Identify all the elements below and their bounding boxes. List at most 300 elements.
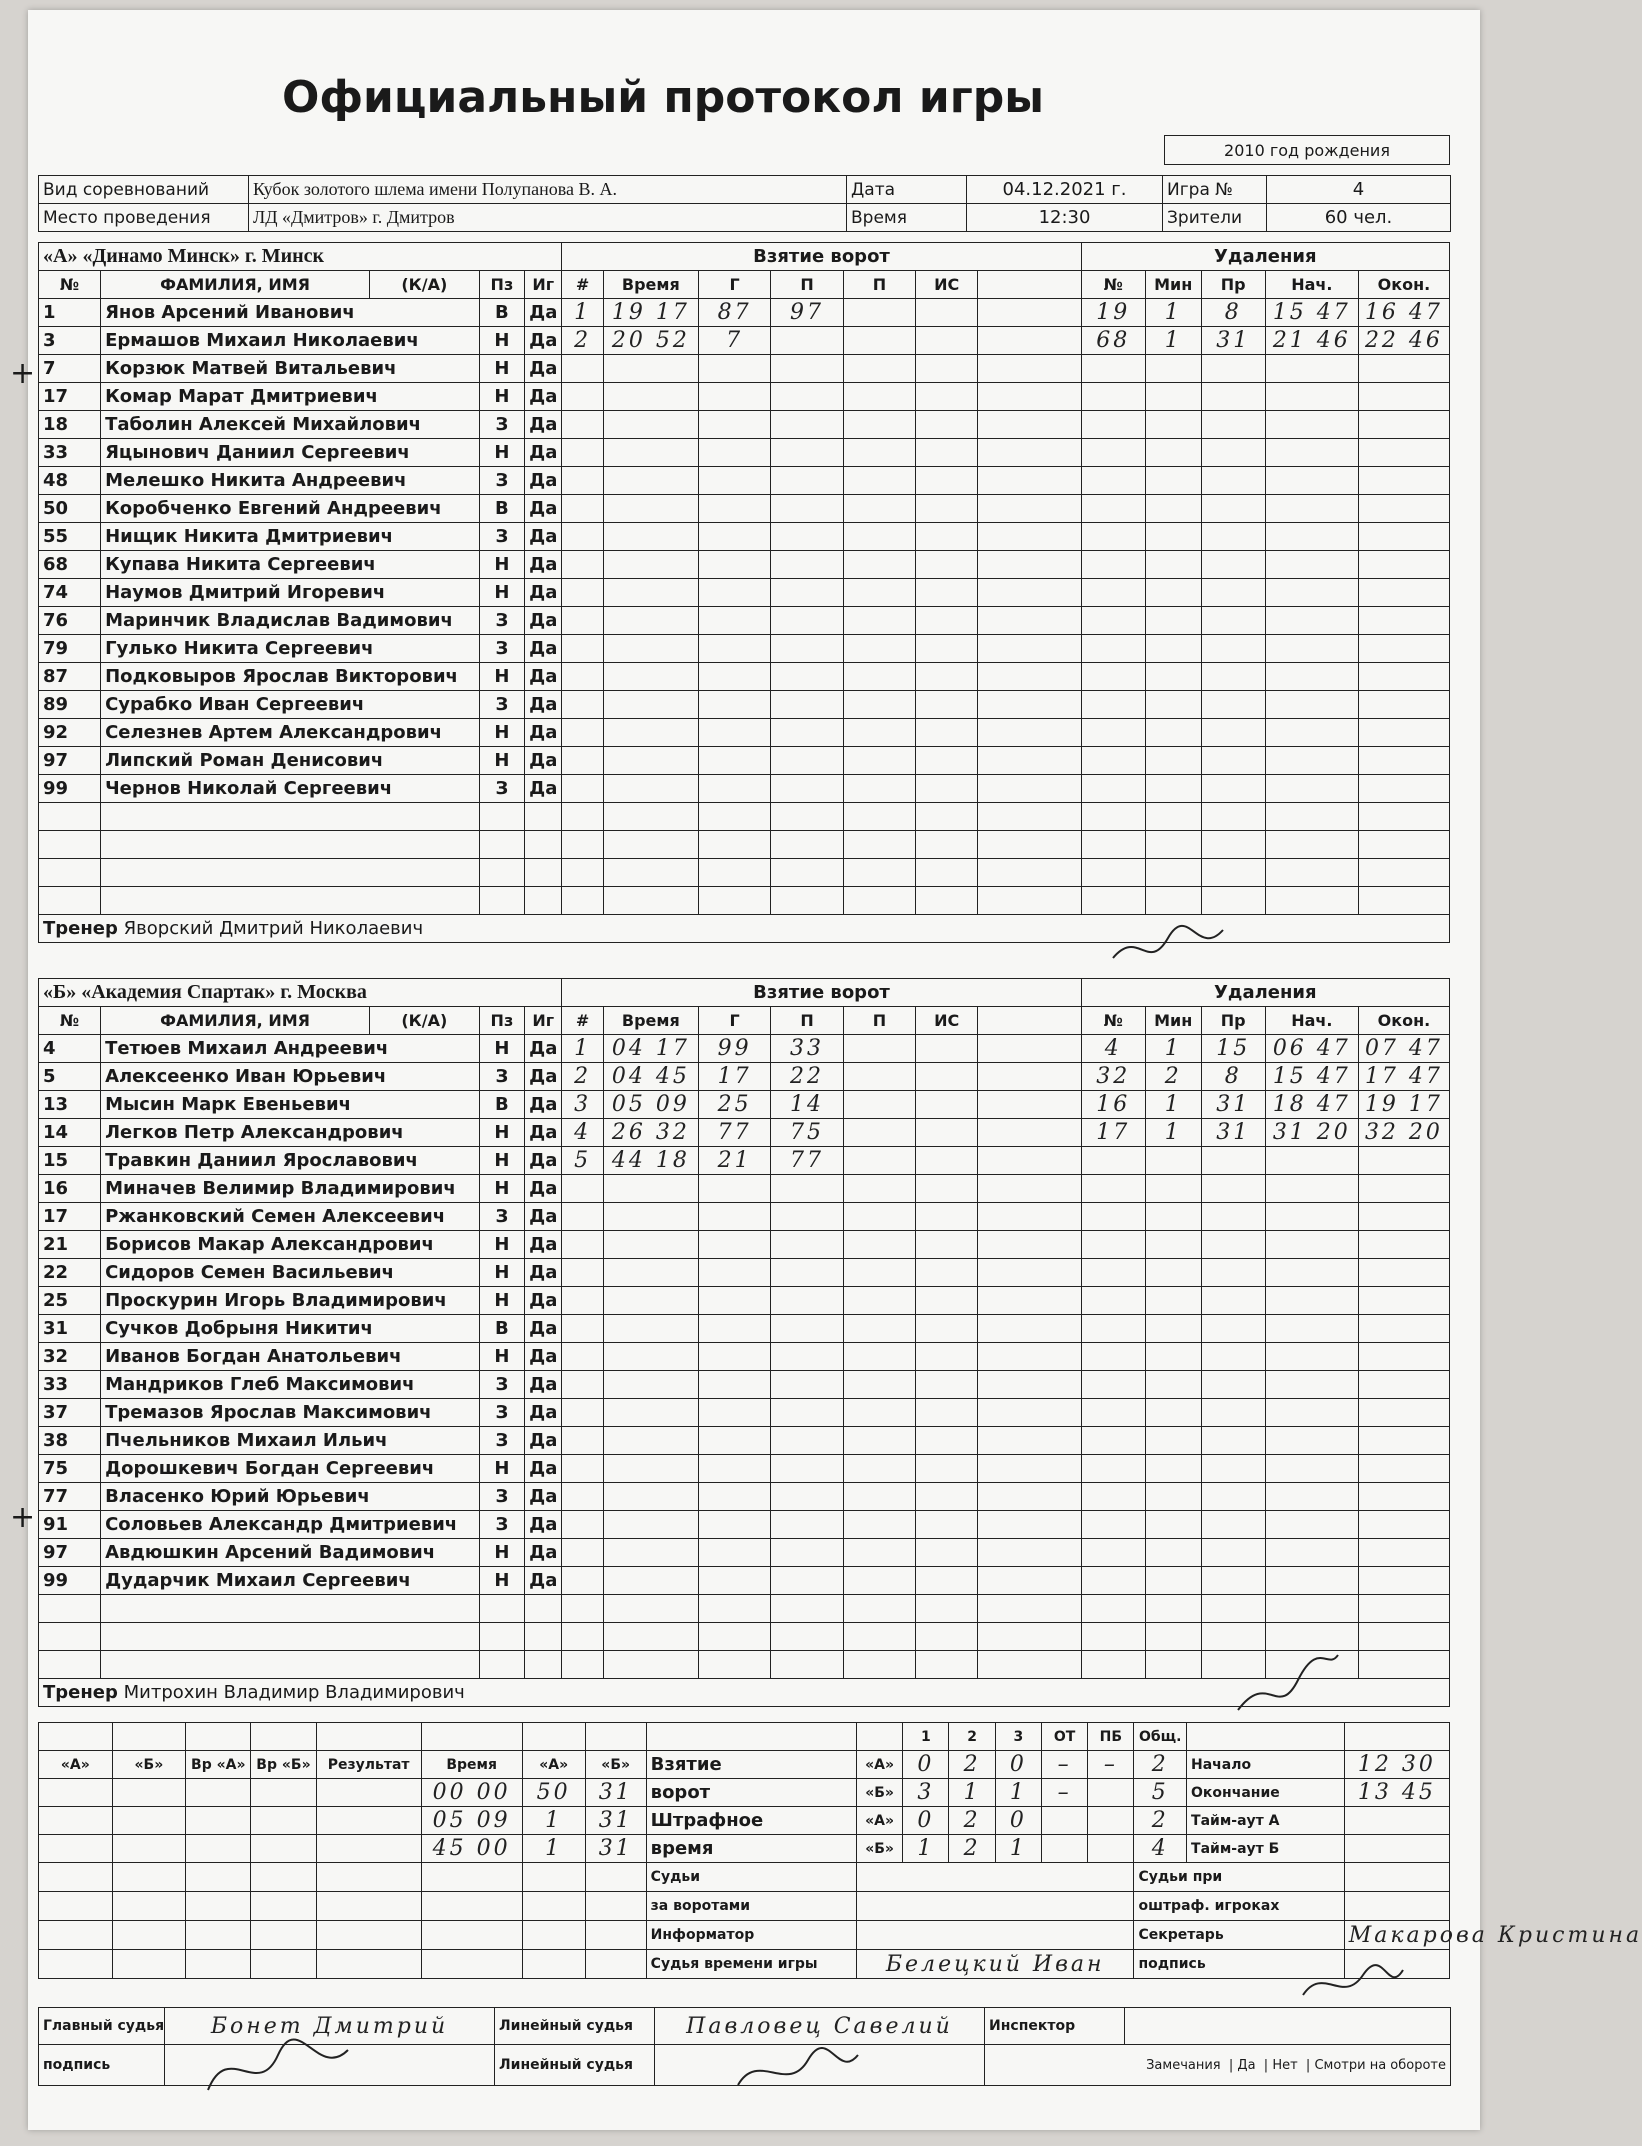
goal-n <box>562 439 603 467</box>
penalty-start <box>1265 1315 1358 1343</box>
penalty-no <box>1081 495 1145 523</box>
penalty-start: 18 47 <box>1265 1091 1358 1119</box>
sum-b: «Б» <box>585 1751 646 1779</box>
goal-g <box>698 635 770 663</box>
goal-spacer <box>978 467 1081 495</box>
goal-is <box>916 439 978 467</box>
goal-a2 <box>843 411 915 439</box>
goal-n <box>562 411 603 439</box>
summary-blank <box>585 1921 646 1950</box>
gk-b: 31 <box>585 1779 646 1807</box>
penalty-start <box>1265 859 1358 887</box>
goal-a1 <box>771 327 843 355</box>
player-position: З <box>479 1371 525 1399</box>
informer-label: Информатор <box>646 1921 856 1950</box>
goal-a1 <box>771 1203 843 1231</box>
penalty-start <box>1265 579 1358 607</box>
venue-label: Место проведения <box>39 204 249 232</box>
player-number: 99 <box>39 1567 101 1595</box>
player-played: Да <box>525 411 562 439</box>
penalty-min <box>1145 775 1201 803</box>
goal-n: 1 <box>562 299 603 327</box>
player-name: Сидоров Семен Васильевич <box>101 1259 480 1287</box>
penalty-start <box>1265 1483 1358 1511</box>
goal-n <box>562 747 603 775</box>
penalty-no: 19 <box>1081 299 1145 327</box>
penalty-start: 06 47 <box>1265 1035 1358 1063</box>
goal-t <box>603 579 698 607</box>
penalty-min: 2 <box>1145 1063 1201 1091</box>
penalty-start <box>1265 1371 1358 1399</box>
player-number: 76 <box>39 607 101 635</box>
player-number: 75 <box>39 1455 101 1483</box>
goal-is <box>916 1399 978 1427</box>
summary-blank <box>316 1863 421 1892</box>
goal-a1: 77 <box>771 1147 843 1175</box>
team-tag: «А» <box>856 1807 902 1835</box>
player-number <box>39 1651 101 1679</box>
player-number: 50 <box>39 495 101 523</box>
coach-b-signature <box>1228 1650 1348 1720</box>
goal-t <box>603 355 698 383</box>
penalty-no <box>1081 523 1145 551</box>
goal-t <box>603 1483 698 1511</box>
player-position: З <box>479 635 525 663</box>
penalty-min <box>1145 803 1201 831</box>
player-played: Да <box>525 1147 562 1175</box>
penalty-min <box>1145 1623 1201 1651</box>
pim_a-1: 2 <box>949 1807 995 1835</box>
sum-col-b: «Б» <box>112 1751 186 1779</box>
goal-g <box>698 831 770 859</box>
goal-is <box>916 831 978 859</box>
goal-is <box>916 1511 978 1539</box>
player-played: Да <box>525 1483 562 1511</box>
goal-g <box>698 1259 770 1287</box>
goal-g <box>698 775 770 803</box>
player-name: Коробченко Евгений Андреевич <box>101 495 480 523</box>
player-position: В <box>479 1091 525 1119</box>
penalty-end <box>1358 467 1449 495</box>
goal-t <box>603 831 698 859</box>
goal-a1 <box>771 1175 843 1203</box>
player-name: Пчельников Михаил Ильич <box>101 1427 480 1455</box>
player-number: 87 <box>39 663 101 691</box>
goal-a1 <box>771 1231 843 1259</box>
goal-t <box>603 439 698 467</box>
col-ka: (К/А) <box>370 1007 480 1035</box>
player-name: Сурабко Иван Сергеевич <box>101 691 480 719</box>
penalty-end: 17 47 <box>1358 1063 1449 1091</box>
signature-label: подпись <box>1134 1950 1344 1979</box>
goal-t <box>603 691 698 719</box>
right-value <box>1344 1835 1449 1863</box>
player-position: З <box>479 467 525 495</box>
player-position: Н <box>479 1287 525 1315</box>
player-position: Н <box>479 1539 525 1567</box>
goal-spacer <box>978 1175 1081 1203</box>
penalty-no <box>1081 1231 1145 1259</box>
goal-g <box>698 1287 770 1315</box>
player-name: Тетюев Михаил Андреевич <box>101 1035 480 1063</box>
coach-name: Яворский Дмитрий Николаевич <box>123 918 424 939</box>
goal-is <box>916 1315 978 1343</box>
goal-spacer <box>978 1147 1081 1175</box>
penalty-end <box>1358 1175 1449 1203</box>
player-name: Власенко Юрий Юрьевич <box>101 1483 480 1511</box>
goal-a2 <box>843 495 915 523</box>
penalty-pr <box>1201 1203 1265 1231</box>
player-played <box>525 1651 562 1679</box>
goal-n <box>562 1455 603 1483</box>
protocol-sheet <box>10 10 1642 2130</box>
goal-judges-label-2: за воротами <box>646 1892 856 1921</box>
penalty-pr <box>1201 1483 1265 1511</box>
penalty-end: 07 47 <box>1358 1035 1449 1063</box>
penalty-min <box>1145 1315 1201 1343</box>
penalty-start <box>1265 1287 1358 1315</box>
goal-g <box>698 355 770 383</box>
player-position <box>479 803 525 831</box>
penalty-pr <box>1201 1567 1265 1595</box>
penalty-start: 21 46 <box>1265 327 1358 355</box>
goal-a1 <box>771 467 843 495</box>
summary-blank <box>522 1863 585 1892</box>
chief-signature-label: подпись <box>39 2045 165 2086</box>
goal-a2 <box>843 551 915 579</box>
goal-spacer <box>978 1203 1081 1231</box>
goal-a2 <box>843 1091 915 1119</box>
player-name: Мысин Марк Евеньевич <box>101 1091 480 1119</box>
goal-n <box>562 1175 603 1203</box>
summary-blank <box>421 1723 522 1751</box>
col-is: ИС <box>916 271 978 299</box>
end-label: Окончание <box>1187 1779 1345 1807</box>
penalty-min <box>1145 691 1201 719</box>
player-position: З <box>479 607 525 635</box>
player-name: Янов Арсений Иванович <box>101 299 480 327</box>
team-tag: «Б» <box>856 1835 902 1863</box>
player-played <box>525 887 562 915</box>
penalty-pr: 8 <box>1201 299 1265 327</box>
player-played: Да <box>525 1175 562 1203</box>
penalty-min <box>1145 1287 1201 1315</box>
penalty-pr <box>1201 551 1265 579</box>
goal-n <box>562 607 603 635</box>
goal-n <box>562 1595 603 1623</box>
penalty-pr <box>1201 383 1265 411</box>
player-number: 7 <box>39 355 101 383</box>
goal-a2 <box>843 383 915 411</box>
goal-n <box>562 1287 603 1315</box>
player-position <box>479 1623 525 1651</box>
goal-g <box>698 663 770 691</box>
goal-a1 <box>771 1371 843 1399</box>
penalty-pr <box>1201 1595 1265 1623</box>
goal-t <box>603 1287 698 1315</box>
penalty-pr <box>1201 775 1265 803</box>
summary-blank <box>421 1892 522 1921</box>
goal-t <box>603 1539 698 1567</box>
penalty-start <box>1265 635 1358 663</box>
penalty-no <box>1081 1315 1145 1343</box>
goal-t <box>603 1175 698 1203</box>
player-position: Н <box>479 327 525 355</box>
player-played: Да <box>525 1091 562 1119</box>
player-number: 77 <box>39 1483 101 1511</box>
penalty-no <box>1081 747 1145 775</box>
player-position: З <box>479 691 525 719</box>
player-position: Н <box>479 551 525 579</box>
player-name <box>101 1651 480 1679</box>
competition-label: Вид соревнований <box>39 176 249 204</box>
goal-is <box>916 1203 978 1231</box>
goal-n <box>562 1623 603 1651</box>
summary-blank <box>316 1779 421 1807</box>
goal-a2 <box>843 747 915 775</box>
chief-signature-scribble <box>198 2030 358 2110</box>
goal-a2 <box>843 1147 915 1175</box>
goal-is <box>916 719 978 747</box>
goal-spacer <box>978 1399 1081 1427</box>
penalty-start: 31 20 <box>1265 1119 1358 1147</box>
penalty-min <box>1145 1567 1201 1595</box>
col-ka: (К/А) <box>370 271 480 299</box>
penalty-end <box>1358 859 1449 887</box>
goal-is <box>916 1231 978 1259</box>
player-position <box>479 1651 525 1679</box>
penalty-no <box>1081 607 1145 635</box>
goals-a-0: 0 <box>903 1751 949 1779</box>
penalty-min <box>1145 607 1201 635</box>
penalty-end <box>1358 1539 1449 1567</box>
goal-n <box>562 1567 603 1595</box>
date-value: 04.12.2021 г. <box>967 176 1163 204</box>
summary-blank <box>39 1863 113 1892</box>
goal-n <box>562 383 603 411</box>
penalty-no <box>1081 1427 1145 1455</box>
penalty-end <box>1358 1427 1449 1455</box>
penalty-pr <box>1201 1315 1265 1343</box>
penalty-start <box>1265 1623 1358 1651</box>
goal-t <box>603 1651 698 1679</box>
remarks-see-back: Смотри на обороте <box>1314 2057 1446 2073</box>
player-name: Маринчик Владислав Вадимович <box>101 607 480 635</box>
goal-is <box>916 355 978 383</box>
summary-blank <box>186 1950 251 1979</box>
goal-g: 87 <box>698 299 770 327</box>
player-number: 17 <box>39 383 101 411</box>
col-pen-min: Мин <box>1145 271 1201 299</box>
penalty-pr <box>1201 1259 1265 1287</box>
col-name: ФАМИЛИЯ, ИМЯ <box>101 1007 370 1035</box>
col-goal-no: # <box>562 1007 603 1035</box>
penalty-end <box>1358 719 1449 747</box>
goal-a1: 97 <box>771 299 843 327</box>
goal-a2 <box>843 327 915 355</box>
goal-g <box>698 467 770 495</box>
player-position: Н <box>479 663 525 691</box>
summary-blank <box>251 1835 316 1863</box>
goal-n <box>562 1511 603 1539</box>
goal-spacer <box>978 1455 1081 1483</box>
summary-blank <box>522 1921 585 1950</box>
player-played <box>525 831 562 859</box>
summary-blank <box>39 1921 113 1950</box>
gk-a: 1 <box>522 1835 585 1863</box>
player-played: Да <box>525 719 562 747</box>
player-name: Дударчик Михаил Сергеевич <box>101 1567 480 1595</box>
goal-a1: 22 <box>771 1063 843 1091</box>
goal-a2 <box>843 579 915 607</box>
player-position: Н <box>479 383 525 411</box>
player-number: 13 <box>39 1091 101 1119</box>
penalty-start <box>1265 1455 1358 1483</box>
penalty-end <box>1358 1399 1449 1427</box>
player-number: 4 <box>39 1035 101 1063</box>
goal-t <box>603 1511 698 1539</box>
header-table <box>38 175 1451 232</box>
goal-a2 <box>843 691 915 719</box>
summary-blank <box>1187 1723 1345 1751</box>
pim_b-3 <box>1041 1835 1087 1863</box>
player-played: Да <box>525 327 562 355</box>
goal-g <box>698 803 770 831</box>
penalty-pr <box>1201 1427 1265 1455</box>
player-number: 25 <box>39 1287 101 1315</box>
player-played: Да <box>525 1427 562 1455</box>
coach-name: Митрохин Владимир Владимирович <box>123 1682 465 1703</box>
player-played: Да <box>525 383 562 411</box>
col-assist-1: П <box>771 1007 843 1035</box>
goal-a1 <box>771 523 843 551</box>
goal-g <box>698 1483 770 1511</box>
goal-is <box>916 635 978 663</box>
goal-is <box>916 1287 978 1315</box>
goal-g <box>698 887 770 915</box>
penalty-no <box>1081 1147 1145 1175</box>
player-name: Нищик Никита Дмитриевич <box>101 523 480 551</box>
summary-blank <box>112 1807 186 1835</box>
penalty-start <box>1265 411 1358 439</box>
penalty-no <box>1081 1623 1145 1651</box>
summary-blank <box>112 1950 186 1979</box>
goal-a1 <box>771 1623 843 1651</box>
player-played: Да <box>525 1063 562 1091</box>
goal-spacer <box>978 1063 1081 1091</box>
goal-g <box>698 1371 770 1399</box>
player-played: Да <box>525 1399 562 1427</box>
player-played: Да <box>525 439 562 467</box>
goal-spacer <box>978 1595 1081 1623</box>
penalty-end <box>1358 747 1449 775</box>
col-goal-time: Время <box>603 271 698 299</box>
col-pen-pr: Пр <box>1201 271 1265 299</box>
player-name: Проскурин Игорь Владимирович <box>101 1287 480 1315</box>
player-number: 14 <box>39 1119 101 1147</box>
goal-spacer <box>978 1091 1081 1119</box>
goal-is <box>916 383 978 411</box>
player-name: Купава Никита Сергеевич <box>101 551 480 579</box>
player-number: 97 <box>39 1539 101 1567</box>
summary-table <box>38 1722 1642 1979</box>
col-name: ФАМИЛИЯ, ИМЯ <box>101 271 370 299</box>
goal-spacer <box>978 1483 1081 1511</box>
penalty-end <box>1358 887 1449 915</box>
player-number: 21 <box>39 1231 101 1259</box>
goal-judges-label-2-value <box>856 1892 1134 1921</box>
timeout-b-label: Тайм-аут Б <box>1187 1835 1345 1863</box>
goal-n <box>562 551 603 579</box>
penalty-end <box>1358 1455 1449 1483</box>
summary-blank <box>186 1779 251 1807</box>
goal-g <box>698 383 770 411</box>
goal-t <box>603 1567 698 1595</box>
goal-t <box>603 1315 698 1343</box>
goal-a2 <box>843 719 915 747</box>
penalty-end <box>1358 1651 1449 1679</box>
penalty-no <box>1081 383 1145 411</box>
goal-g <box>698 691 770 719</box>
penalty-pr <box>1201 887 1265 915</box>
goal-g <box>698 523 770 551</box>
goal-is <box>916 1567 978 1595</box>
chief-judge-label: Главный судья <box>39 2008 165 2045</box>
goal-spacer <box>978 383 1081 411</box>
goal-is <box>916 607 978 635</box>
goal-a2 <box>843 859 915 887</box>
penalty-min: 1 <box>1145 1119 1201 1147</box>
coach-a-signature <box>1108 918 1228 978</box>
player-played: Да <box>525 1539 562 1567</box>
col-assist-2: П <box>843 271 915 299</box>
summary-blank <box>186 1723 251 1751</box>
sum-vr-b: Вр «Б» <box>251 1751 316 1779</box>
goal-g <box>698 607 770 635</box>
pim_b-5: 4 <box>1134 1835 1187 1863</box>
goal-is <box>916 1175 978 1203</box>
player-played <box>525 803 562 831</box>
time-value: 12:30 <box>967 204 1163 232</box>
goal-n <box>562 663 603 691</box>
penalty-min <box>1145 411 1201 439</box>
goal-a1 <box>771 831 843 859</box>
penalty-pr <box>1201 1539 1265 1567</box>
col-pen-end: Окон. <box>1358 1007 1449 1035</box>
goal-a2 <box>843 1287 915 1315</box>
team-a-table <box>38 242 1450 943</box>
goal-a2 <box>843 439 915 467</box>
goal-a2 <box>843 1035 915 1063</box>
goal-n <box>562 1231 603 1259</box>
period-4: ПБ <box>1088 1723 1134 1751</box>
summary-blank <box>316 1892 421 1921</box>
penalty-end <box>1358 1511 1449 1539</box>
gk-b: 31 <box>585 1807 646 1835</box>
summary-blank <box>39 1807 113 1835</box>
team-name: «А» «Динамо Минск» г. Минск <box>39 243 562 271</box>
player-position: В <box>479 495 525 523</box>
goals-a-1: 2 <box>949 1751 995 1779</box>
player-number: 15 <box>39 1147 101 1175</box>
goal-t <box>603 719 698 747</box>
penalty-pr: 31 <box>1201 1119 1265 1147</box>
penalty-no <box>1081 635 1145 663</box>
goals_b-3: – <box>1041 1779 1087 1807</box>
goal-is <box>916 1371 978 1399</box>
player-played: Да <box>525 775 562 803</box>
start-label: Начало <box>1187 1751 1345 1779</box>
